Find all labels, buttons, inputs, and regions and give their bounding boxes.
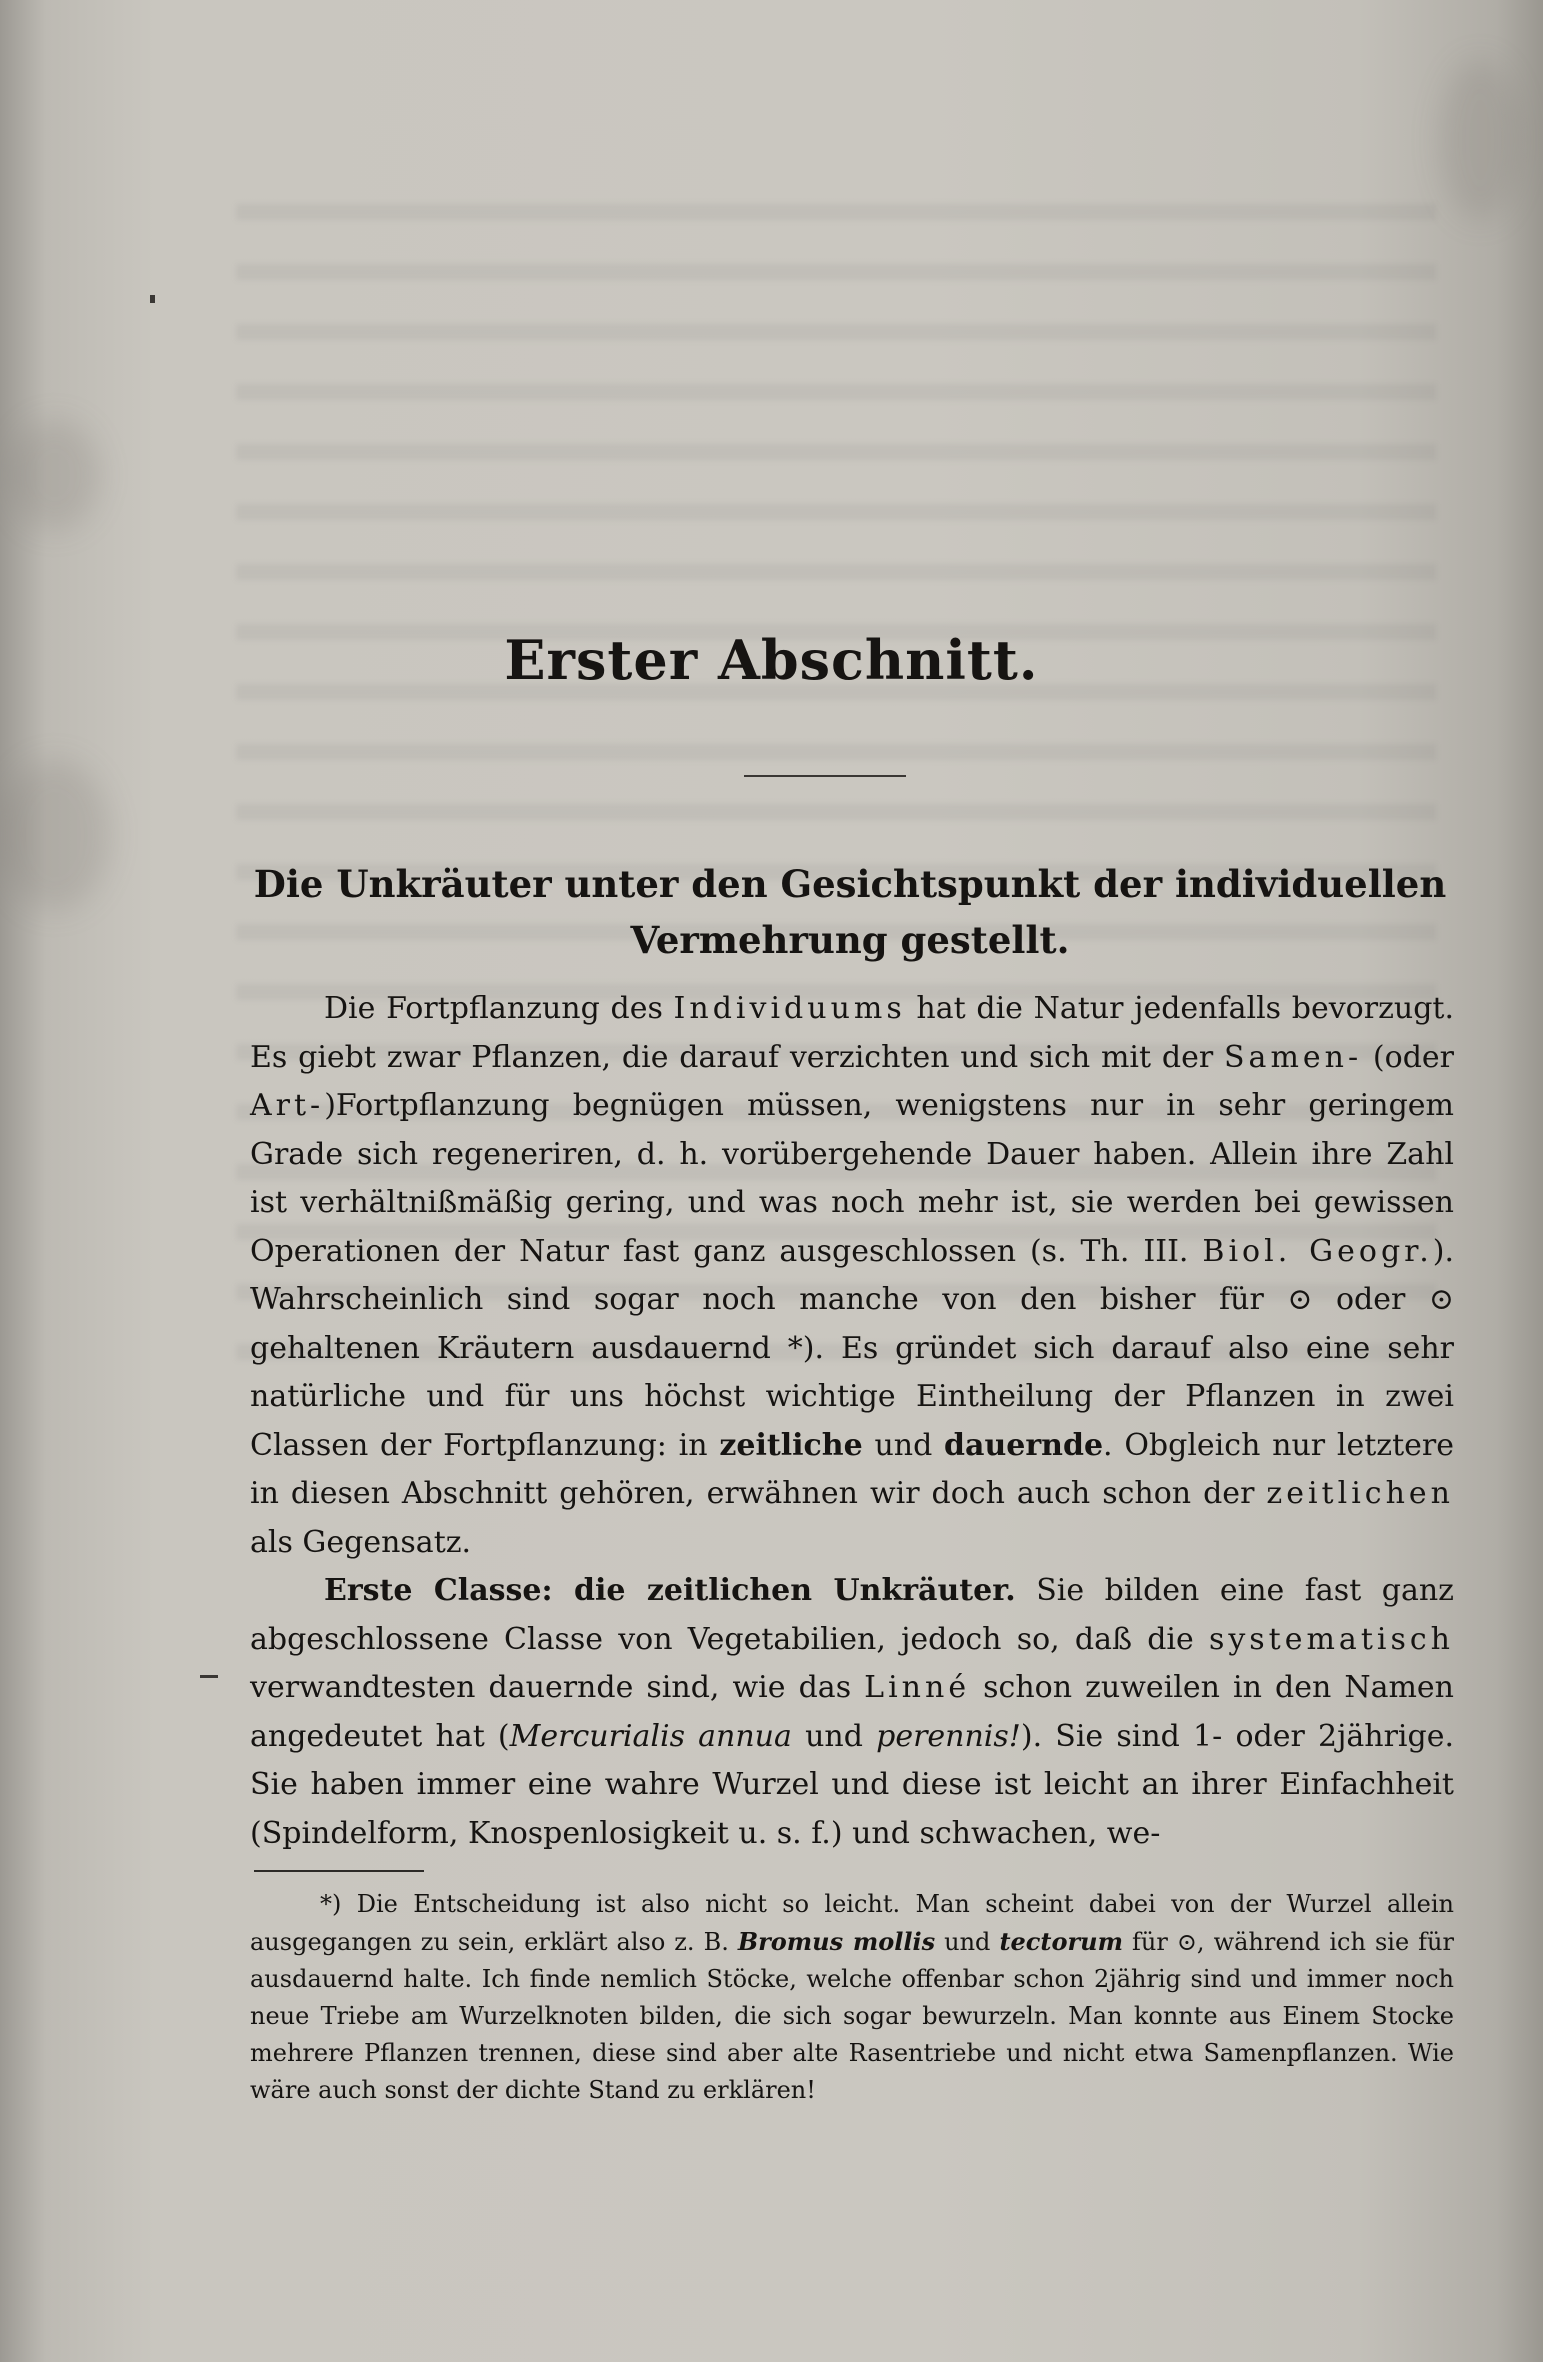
body-text — [250, 985, 1454, 1858]
footnote — [250, 1886, 1454, 2109]
ink-speck — [150, 295, 155, 303]
ink-speck — [200, 1675, 218, 1678]
section-heading: Erster Abschnitt. — [504, 628, 1039, 692]
paper-stain — [0, 760, 110, 910]
heading-rule — [744, 775, 906, 777]
paragraph-2: Erste Classe: die zeitlichen Unkräuter. Sie bilden eine fast ganz abgeschlossene Classe von Vegetabilien, jedoch so, daß die systematisch verwandtesten dauernde sind, wie das Linné schon zuweilen in den Namen angedeutet hat (Mercurialis annua und perennis!). Sie sind 1- oder 2jährige. Sie haben immer eine wahre Wurzel und diese ist leicht an ihrer Einfachheit (Spindelform, Knospenlosigkeit u. s. f.) und schwachen, we- — [250, 1573, 1455, 1851]
footnote-text: *) Die Entscheidung ist also nicht so leicht. Man scheint dabei von der Wurzel allein ausgegangen zu sein, erklärt also z. B. Bromus mollis und tectorum für ⊙, während ich sie für ausdauernd halte. Ich finde nemlich Stöcke, welche offenbar schon 2jährig sind und immer noch neue Triebe am Wurzelknoten bilden, die sich sogar bewurzeln. Man konnte aus Einem Stocke mehrere Pflanzen trennen, diese sind aber alte Rasentriebe und nicht etwa Samenpflanzen. Wie wäre auch sonst der dichte Stand zu erklären! — [250, 1890, 1454, 2104]
paragraph-1: Die Fortpflanzung des Individuums hat die Natur jedenfalls bevorzugt. Es giebt zwar Pflanzen, die darauf verzichten und sich mit der Samen- (oder Art-)Fortpflanzung begnügen müssen, wenigstens nur in sehr geringem Grade sich regeneriren, d. h. vorübergehende Dauer haben. Allein ihre Zahl ist verhältnißmäßig gering, und was noch mehr ist, sie werden bei gewissen Operationen der Natur fast ganz ausgeschlossen (s. Th. III. Biol. Geogr.). Wahrscheinlich sind sogar noch manche von den bisher für ⊙ oder ⊙ gehaltenen Kräutern ausdauernd *). Es gründet sich darauf also eine sehr natürliche und für uns höchst wichtige Eintheilung der Pflanzen in zwei Classen der Fortpflanzung: in zeitliche und dauernde. Obgleich nur letztere in diesen Abschnitt gehören, erwähnen wir doch auch schon der zeitlichen als Gegensatz. — [250, 991, 1455, 1560]
footnote-rule — [254, 1870, 424, 1872]
paper-stain — [1440, 60, 1520, 220]
paper-stain — [10, 420, 100, 530]
section-subtitle: Die Unkräuter unter den Gesichtspunkt der individuellen Vermehrung gestellt. — [253, 862, 1447, 962]
